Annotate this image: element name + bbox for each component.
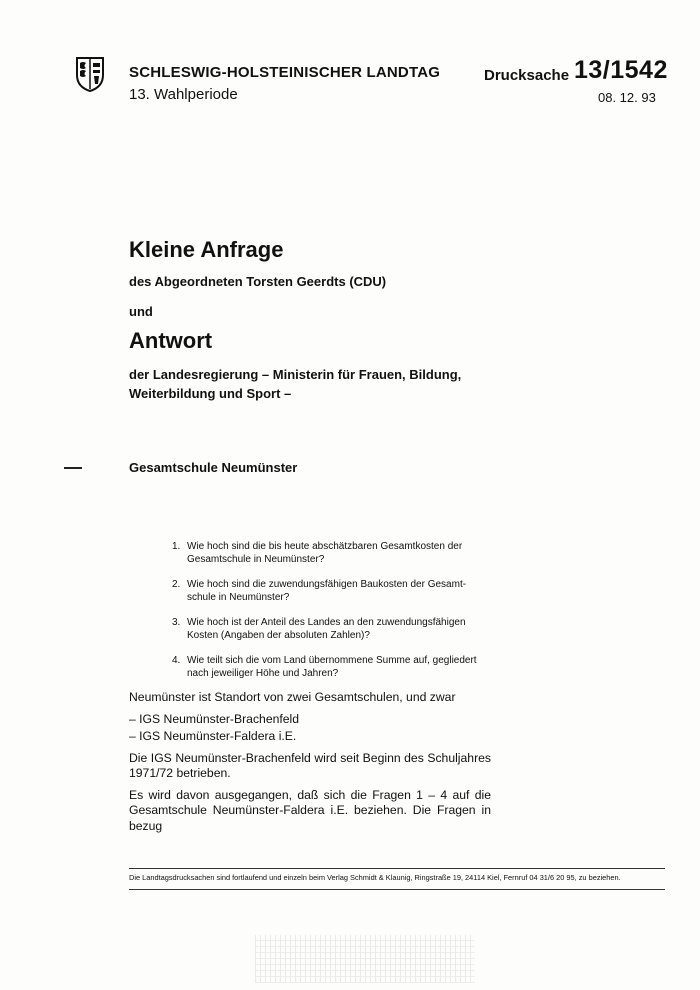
question-number: 4. [172,655,181,666]
question-line: Wie hoch ist der Anteil des Landes an den zuwendungsfähigen [187,617,466,628]
heading-kleine-anfrage: Kleine Anfrage [129,237,284,262]
question-item [172,540,502,566]
connector-word: und [129,304,153,319]
parliament-name: SCHLESWIG-HOLSTEINISCHER LANDTAG [129,64,441,81]
school-list-item: – IGS Neumünster-Brachenfeld [129,711,300,726]
drucksache-label: Drucksache [484,67,570,84]
drucksache-number: 13/1542 [574,56,668,84]
question-number: 2. [172,579,181,590]
answer-body [129,690,491,840]
question-list [172,540,502,692]
footer-rule-top [129,868,665,869]
coat-of-arms-icon [74,55,106,93]
question-text [187,616,502,642]
question-line: schule in Neumünster? [187,592,290,603]
school-list-item: – IGS Neumünster-Faldera i.E. [129,729,297,743]
answer-intro: Neumünster ist Standort von zwei Gesamtschulen, und zwar [129,690,456,704]
question-line: Wie teilt sich die vom Land übernommene Summe auf, gegliedert [187,655,477,666]
question-line: Gesamtschule in Neumünster? [187,554,325,565]
scan-artifact [255,935,475,983]
legislative-period: 13. Wahlperiode [129,86,238,103]
topic-title: Gesamtschule Neumünster [129,460,298,475]
document-date: 08. 12. 93 [598,90,656,105]
footer-note: Die Landtagsdrucksachen sind fortlaufend und einzeln beim Verlag Schmidt & Klaunig, Ringstraße 19, 24114 Kiel, Fernruf 04 31/6 20 95, zu beziehen. [129,873,621,882]
heading-antwort: Antwort [129,328,213,353]
responder-line-2: Weiterbildung und Sport – [129,386,292,401]
inquirer-line: des Abgeordneten Torsten Geerdts (CDU) [129,274,387,289]
responder-line-1: der Landesregierung – Ministerin für Frauen, Bildung, [129,367,462,382]
question-line: Kosten (Angaben der absoluten Zahlen)? [187,630,370,641]
question-text [187,540,502,566]
question-number: 1. [172,541,181,552]
answer-paragraph: Es wird davon ausgegangen, daß sich die Fragen 1 – 4 auf die Gesamtschule Neumünster-Faldera i.E. beziehen. Die Fragen in bezug [129,787,491,833]
question-line: Wie hoch sind die zuwendungsfähigen Baukosten der Gesamt- [187,579,467,590]
question-item [172,654,502,680]
answer-paragraph: Die IGS Neumünster-Brachenfeld wird seit Beginn des Schuljahres 1971/72 betrieben. [129,750,491,780]
footer-rule-bottom [129,889,665,890]
question-line: nach jeweiliger Höhe und Jahren? [187,668,339,679]
question-number: 3. [172,617,181,628]
question-text [187,654,502,680]
question-item [172,578,502,604]
question-text [187,578,502,604]
responder-line [129,365,489,403]
question-line: Wie hoch sind die bis heute abschätzbaren Gesamtkosten der [187,541,463,552]
margin-dash [64,467,82,469]
question-item [172,616,502,642]
